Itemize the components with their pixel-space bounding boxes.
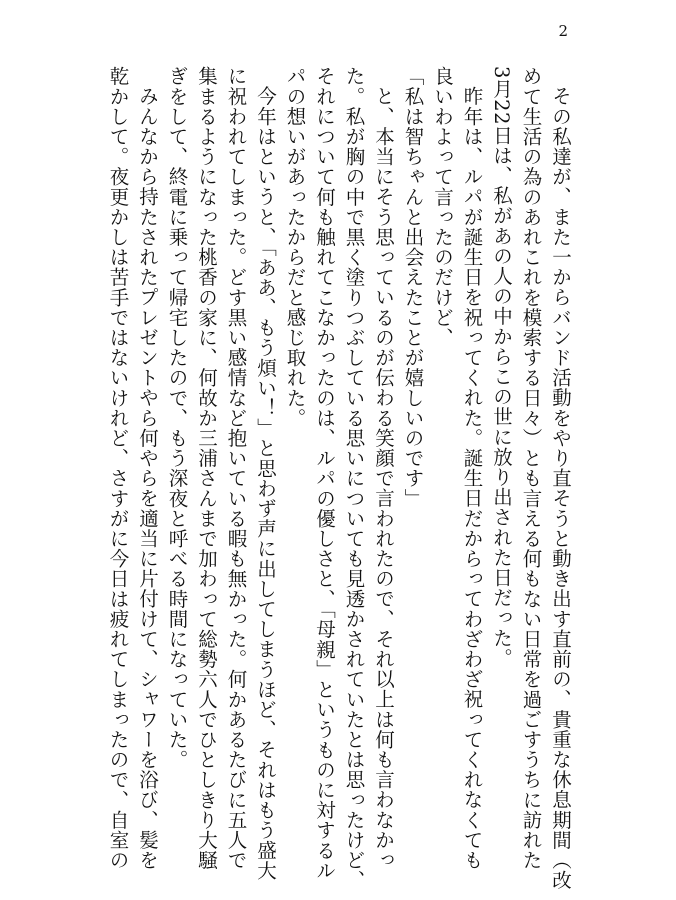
- text-line: 今年はというと、「ああ、もう煩い！」と思わず声に出してしまうほど、それはもう盛大: [254, 85, 277, 880]
- text-line: に祝われてしまった。どす黒い感情など抱いている暇も無かった。何かあるたびに五人で: [224, 66, 248, 870]
- body-text: [103, 66, 575, 891]
- text-line: めて生活の為のあれこれを模索する日々）とも言える何もない日常を過ごすうちに訪れた: [519, 66, 543, 870]
- text-line: 「私は智ちゃんと出会えたことが嬉しいのです」: [401, 66, 425, 509]
- text-line: それについて何も触れてこなかったのは、ルパの優しさと、「母親」というものに対するル: [313, 66, 336, 881]
- text-line: 良いわよって言ったのだけど、: [431, 66, 454, 348]
- text-line: みんなから持たされたプレゼントやら何やらを適当に片付けて、シャワーを浴び、髪を: [136, 85, 159, 870]
- page-number: 2: [558, 22, 568, 40]
- text-line: パの想いがあったからだと感じ取れた。: [283, 66, 307, 428]
- text-line: と、本当にそう思っているのが伝わる笑顔で言われたので、それ以上は何も言わなかっ: [372, 85, 395, 870]
- text-line: その私達が、また一からバンド活動をやり直そうと動き出す直前の、貴重な休息期間（改: [549, 85, 572, 890]
- text-line: 昨年は、ルパが誕生日を祝ってくれた。誕生日だからってわざわざ祝ってくれなくても: [460, 85, 484, 870]
- text-line: 乾かして。夜更かしは苦手ではないけれど、さすがに今日は疲れてしまったので、自室の: [106, 66, 130, 870]
- text-line: 集まるようになった桃香の家に、何故か三浦さんまで加わって総勢六人でひとしきり大騒: [195, 66, 218, 870]
- text-line: た。私が胸の中で黒く塗りつぶしている思いについても見透かされていたとは思ったけど、: [342, 66, 366, 891]
- text-line: 3月22日は、私があの人の中からこの世に放り出された日だった。: [490, 66, 513, 668]
- text-line: ぎをして、終電に乗って帰宅したので、もう深夜と呼べる時間になっていた。: [165, 66, 189, 770]
